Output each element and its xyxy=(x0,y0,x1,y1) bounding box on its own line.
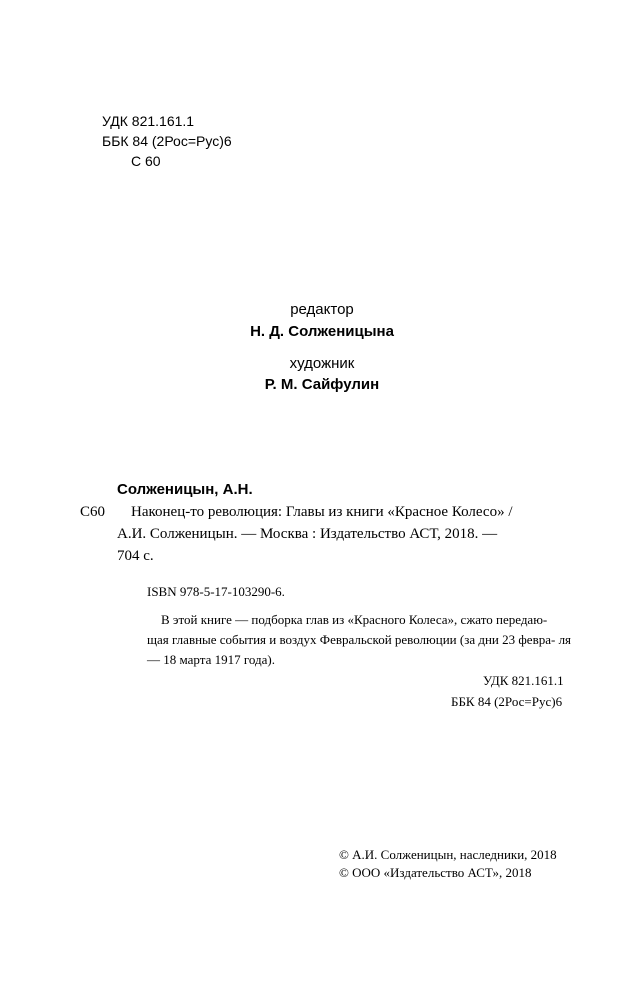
record-title-line3: 704 с. xyxy=(117,548,154,564)
record-author-mark: С60 xyxy=(80,504,106,520)
record-bbk: ББК 84 (2Рос=Рус)6 xyxy=(451,694,563,709)
record-title-line1: Наконец-то революция: Главы из книги «Красное Колесо» / xyxy=(131,504,513,520)
record-title-line2: А.И. Солженицын. — Москва : Издательство АСТ, 2018. — xyxy=(117,526,498,542)
artist-name: Р. М. Сайфулин xyxy=(264,376,380,393)
author-mark: С 60 xyxy=(131,153,161,169)
record-heading: Солженицын, А.Н. xyxy=(117,481,253,498)
copyright-publisher: © ООО «Издательство АСТ», 2018 xyxy=(339,865,532,880)
annotation-line3: — 18 марта 1917 года). xyxy=(147,652,275,667)
copyright-author: © А.И. Солженицын, наследники, 2018 xyxy=(339,847,557,862)
bbk-code: ББК 84 (2Рос=Рус)6 xyxy=(102,133,232,149)
annotation-line1: В этой книге — подборка глав из «Красного Колеса», сжато передаю- xyxy=(161,612,548,627)
editor-role: редактор xyxy=(290,301,354,318)
udk-code: УДК 821.161.1 xyxy=(102,113,195,129)
artist-role: художник xyxy=(289,355,355,372)
record-udk: УДК 821.161.1 xyxy=(483,673,564,688)
editor-name: Н. Д. Солженицына xyxy=(250,323,394,340)
isbn: ISBN 978-5-17-103290-6. xyxy=(147,584,285,599)
annotation-line2: щая главные события и воздух Февральской революции (за дни 23 февра- ля xyxy=(147,632,572,647)
